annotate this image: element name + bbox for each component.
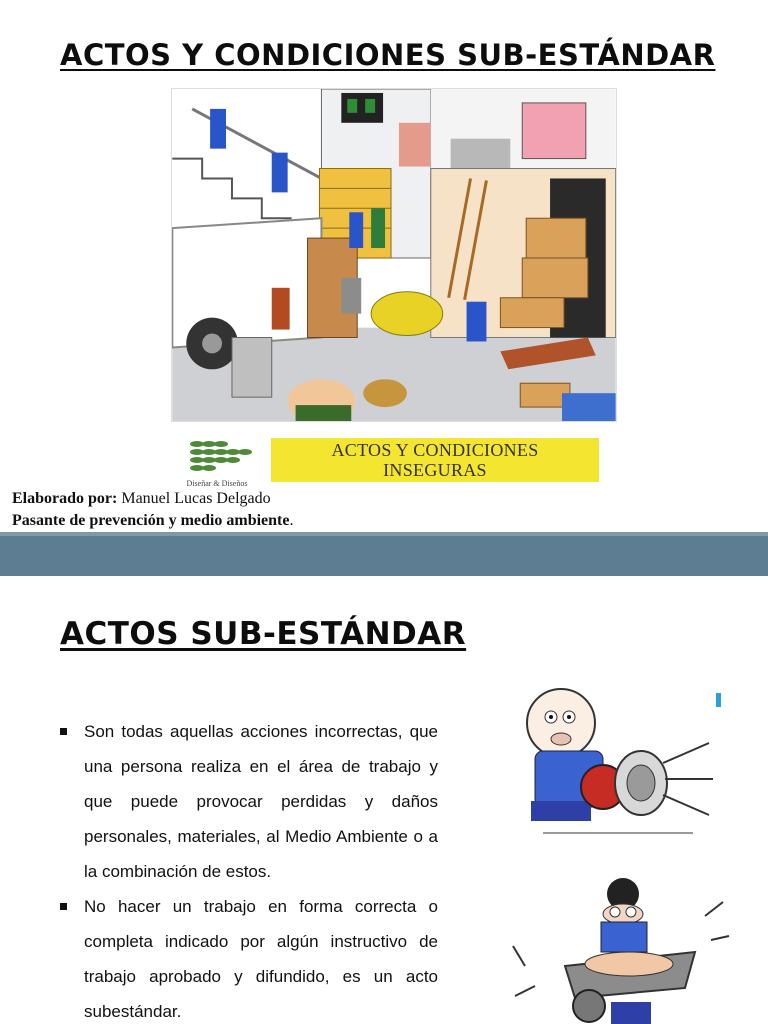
workplace-hazards-illustration [171, 88, 617, 422]
worker-wheelbarrow-illustration [505, 876, 731, 1024]
bullet-text: Son todas aquellas acciones incorrectas, que una persona realiza en el área de trabajo y que puede provocar perdidas y daños personales, materiales, al Medio Ambiente o a la combinación de estos. [84, 722, 438, 881]
banner-text: ACTOS Y CONDICIONES INSEGURAS [331, 440, 539, 480]
role-text: Pasante de prevención y medio ambiente [12, 512, 290, 529]
slide-1-title: ACTOS Y CONDICIONES SUB-ESTÁNDAR [60, 38, 716, 72]
slide-2-title: ACTOS SUB-ESTÁNDAR [60, 616, 467, 652]
bullet-text: No hacer un trabajo en forma correcta o completa indicado por algún instructivo de trabajo aprobado y difundido, es un acto subestándar. [84, 897, 438, 1021]
banner-box [271, 438, 599, 482]
author-credit [12, 488, 293, 532]
bullet-list [58, 714, 438, 1024]
author-label: Elaborado por: [12, 490, 118, 507]
list-item [58, 889, 438, 1024]
slide-divider-highlight [0, 532, 768, 536]
logo-caption: Diseñar & Diseños [186, 479, 248, 488]
list-item [58, 714, 438, 889]
author-line [12, 488, 293, 510]
author-name: Manuel Lucas Delgado [121, 490, 271, 507]
worker-grinding-illustration [513, 683, 721, 853]
square-bullet-icon [60, 903, 67, 910]
slide-divider [0, 532, 768, 576]
title-banner [171, 428, 621, 490]
role-line [12, 510, 293, 532]
square-bullet-icon [60, 728, 67, 735]
company-logo [177, 434, 267, 484]
role-end: . [289, 512, 294, 529]
